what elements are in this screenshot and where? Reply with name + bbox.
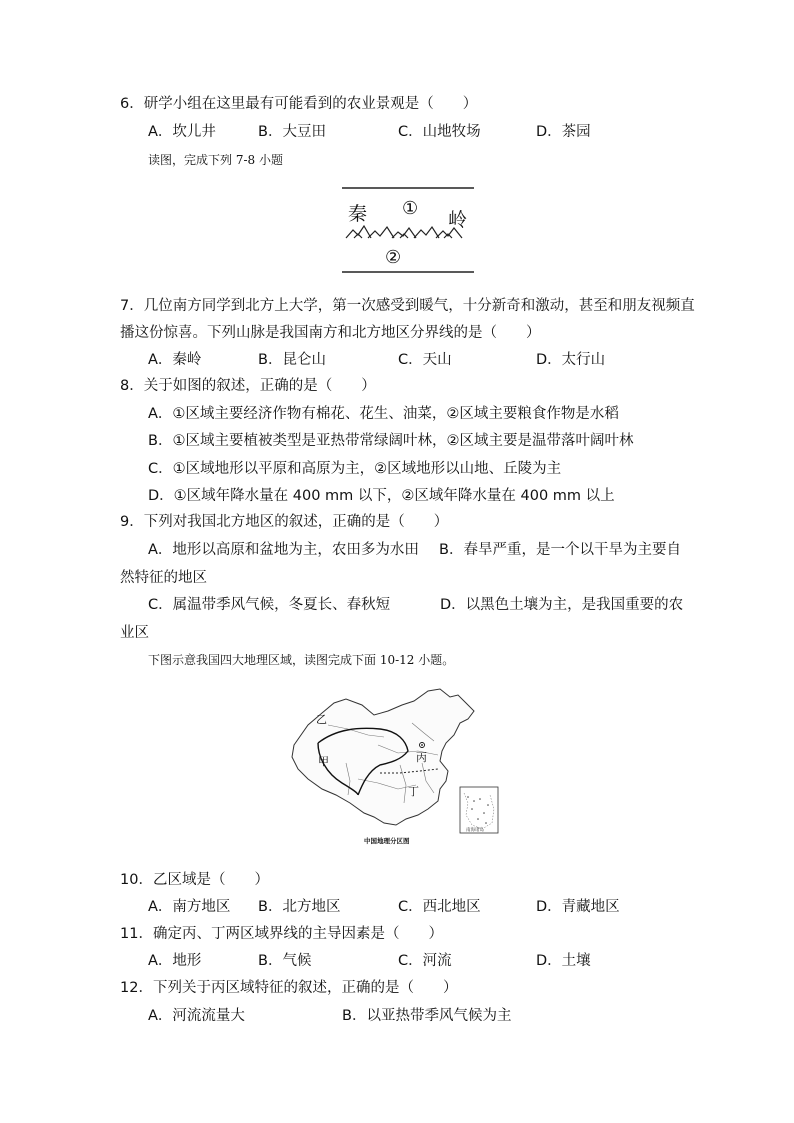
q11-option-d: D．土壤 [536,953,591,969]
q10-option-c: C．西北地区 [398,899,481,915]
q8-option-a: A．①区域主要经济作物有棉花、花生、油菜，②区域主要粮食作物是水稻 [148,406,619,422]
q11-option-a: A．地形 [148,953,202,969]
q12-option-a: A．河流流量大 [148,1008,245,1024]
q6-option-b: B．大豆田 [258,124,326,140]
region-ding-label: 丁 [408,785,419,798]
q10-option-d: D．青藏地区 [536,899,620,915]
q9-option-d-continued: 业区 [120,625,149,641]
q6-option-c: C．山地牧场 [398,124,481,140]
q11-option-b: B．气候 [258,953,312,969]
region-jia-label: 甲 [318,755,329,768]
q8-option-b: B．①区域主要植被类型是亚热带常绿阔叶林，②区域主要是温带落叶阔叶林 [148,433,634,449]
q8-option-d: D．①区域年降水量在 400 mm 以下，②区域年降水量在 400 mm 以上 [148,488,615,504]
q7-option-a: A．秦岭 [148,352,202,368]
china-geographic-regions-map [288,685,502,848]
question-8-stem: 8．关于如图的叙述，正确的是（ ） [120,378,376,394]
q9-option-a: A．地形以高原和盆地为主，农田多为水田 [148,542,419,558]
south-china-sea-inset [460,787,498,833]
q8-option-c: C．①区域地形以平原和高原为主，②区域地形以山地、丘陵为主 [148,461,562,477]
map-caption: 中国地理分区图 [364,837,410,845]
q12-option-b: B．以亚热带季风气候为主 [342,1008,512,1024]
question-9-stem: 9．下列对我国北方地区的叙述，正确的是（ ） [120,514,449,530]
region-yi-label: 乙 [316,713,327,726]
question-6-stem: 6．研学小组在这里最有可能看到的农业景观是（ ） [120,96,478,112]
q9-option-d: D．以黑色土壤为主，是我国重要的农 [440,597,684,613]
question-7-stem-line2: 播这份惊喜。下列山脉是我国南方和北方地区分界线的是（ ） [120,325,541,341]
q6-option-a: A．坎儿井 [148,124,216,140]
question-11-stem: 11．确定丙、丁两区域界线的主导因素是（ ） [120,926,443,942]
instruction-10-12: 下图示意我国四大地理区域，读图完成下面 10-12 小题。 [148,653,455,667]
question-7-stem-line1: 7．几位南方同学到北方上大学，第一次感受到暖气，十分新奇和激动，甚至和朋友视频直 [120,298,695,314]
q10-option-a: A．南方地区 [148,899,231,915]
instruction-7-8: 读图，完成下列 7-8 小题 [148,153,283,167]
q7-option-c: C．天山 [398,352,452,368]
q6-option-d: D．茶园 [536,124,591,140]
region-2-marker: ② [385,247,402,268]
inset-caption: 南海诸岛 [466,828,484,833]
q9-option-b-continued: 然特征的地区 [120,570,207,586]
q9-option-b: B．春旱严重，是一个以干旱为主要自 [439,542,681,558]
mountain-range-icon [346,226,462,238]
question-10-stem: 10．乙区域是（ ） [120,872,269,888]
qinling-right-char: 岭 [448,209,468,231]
q7-option-d: D．太行山 [536,352,606,368]
region-bing-label: 丙 [416,751,427,764]
q9-option-c: C．属温带季风气候，冬夏长、春秋短 [148,597,391,613]
qinling-figure [340,186,476,274]
q10-option-b: B．北方地区 [258,899,341,915]
q11-option-c: C．河流 [398,953,452,969]
question-12-stem: 12．下列关于丙区域特征的叙述，正确的是（ ） [120,980,458,996]
q7-option-b: B．昆仑山 [258,352,326,368]
qinling-left-char: 秦 [348,203,368,225]
region-1-marker: ① [402,198,419,219]
